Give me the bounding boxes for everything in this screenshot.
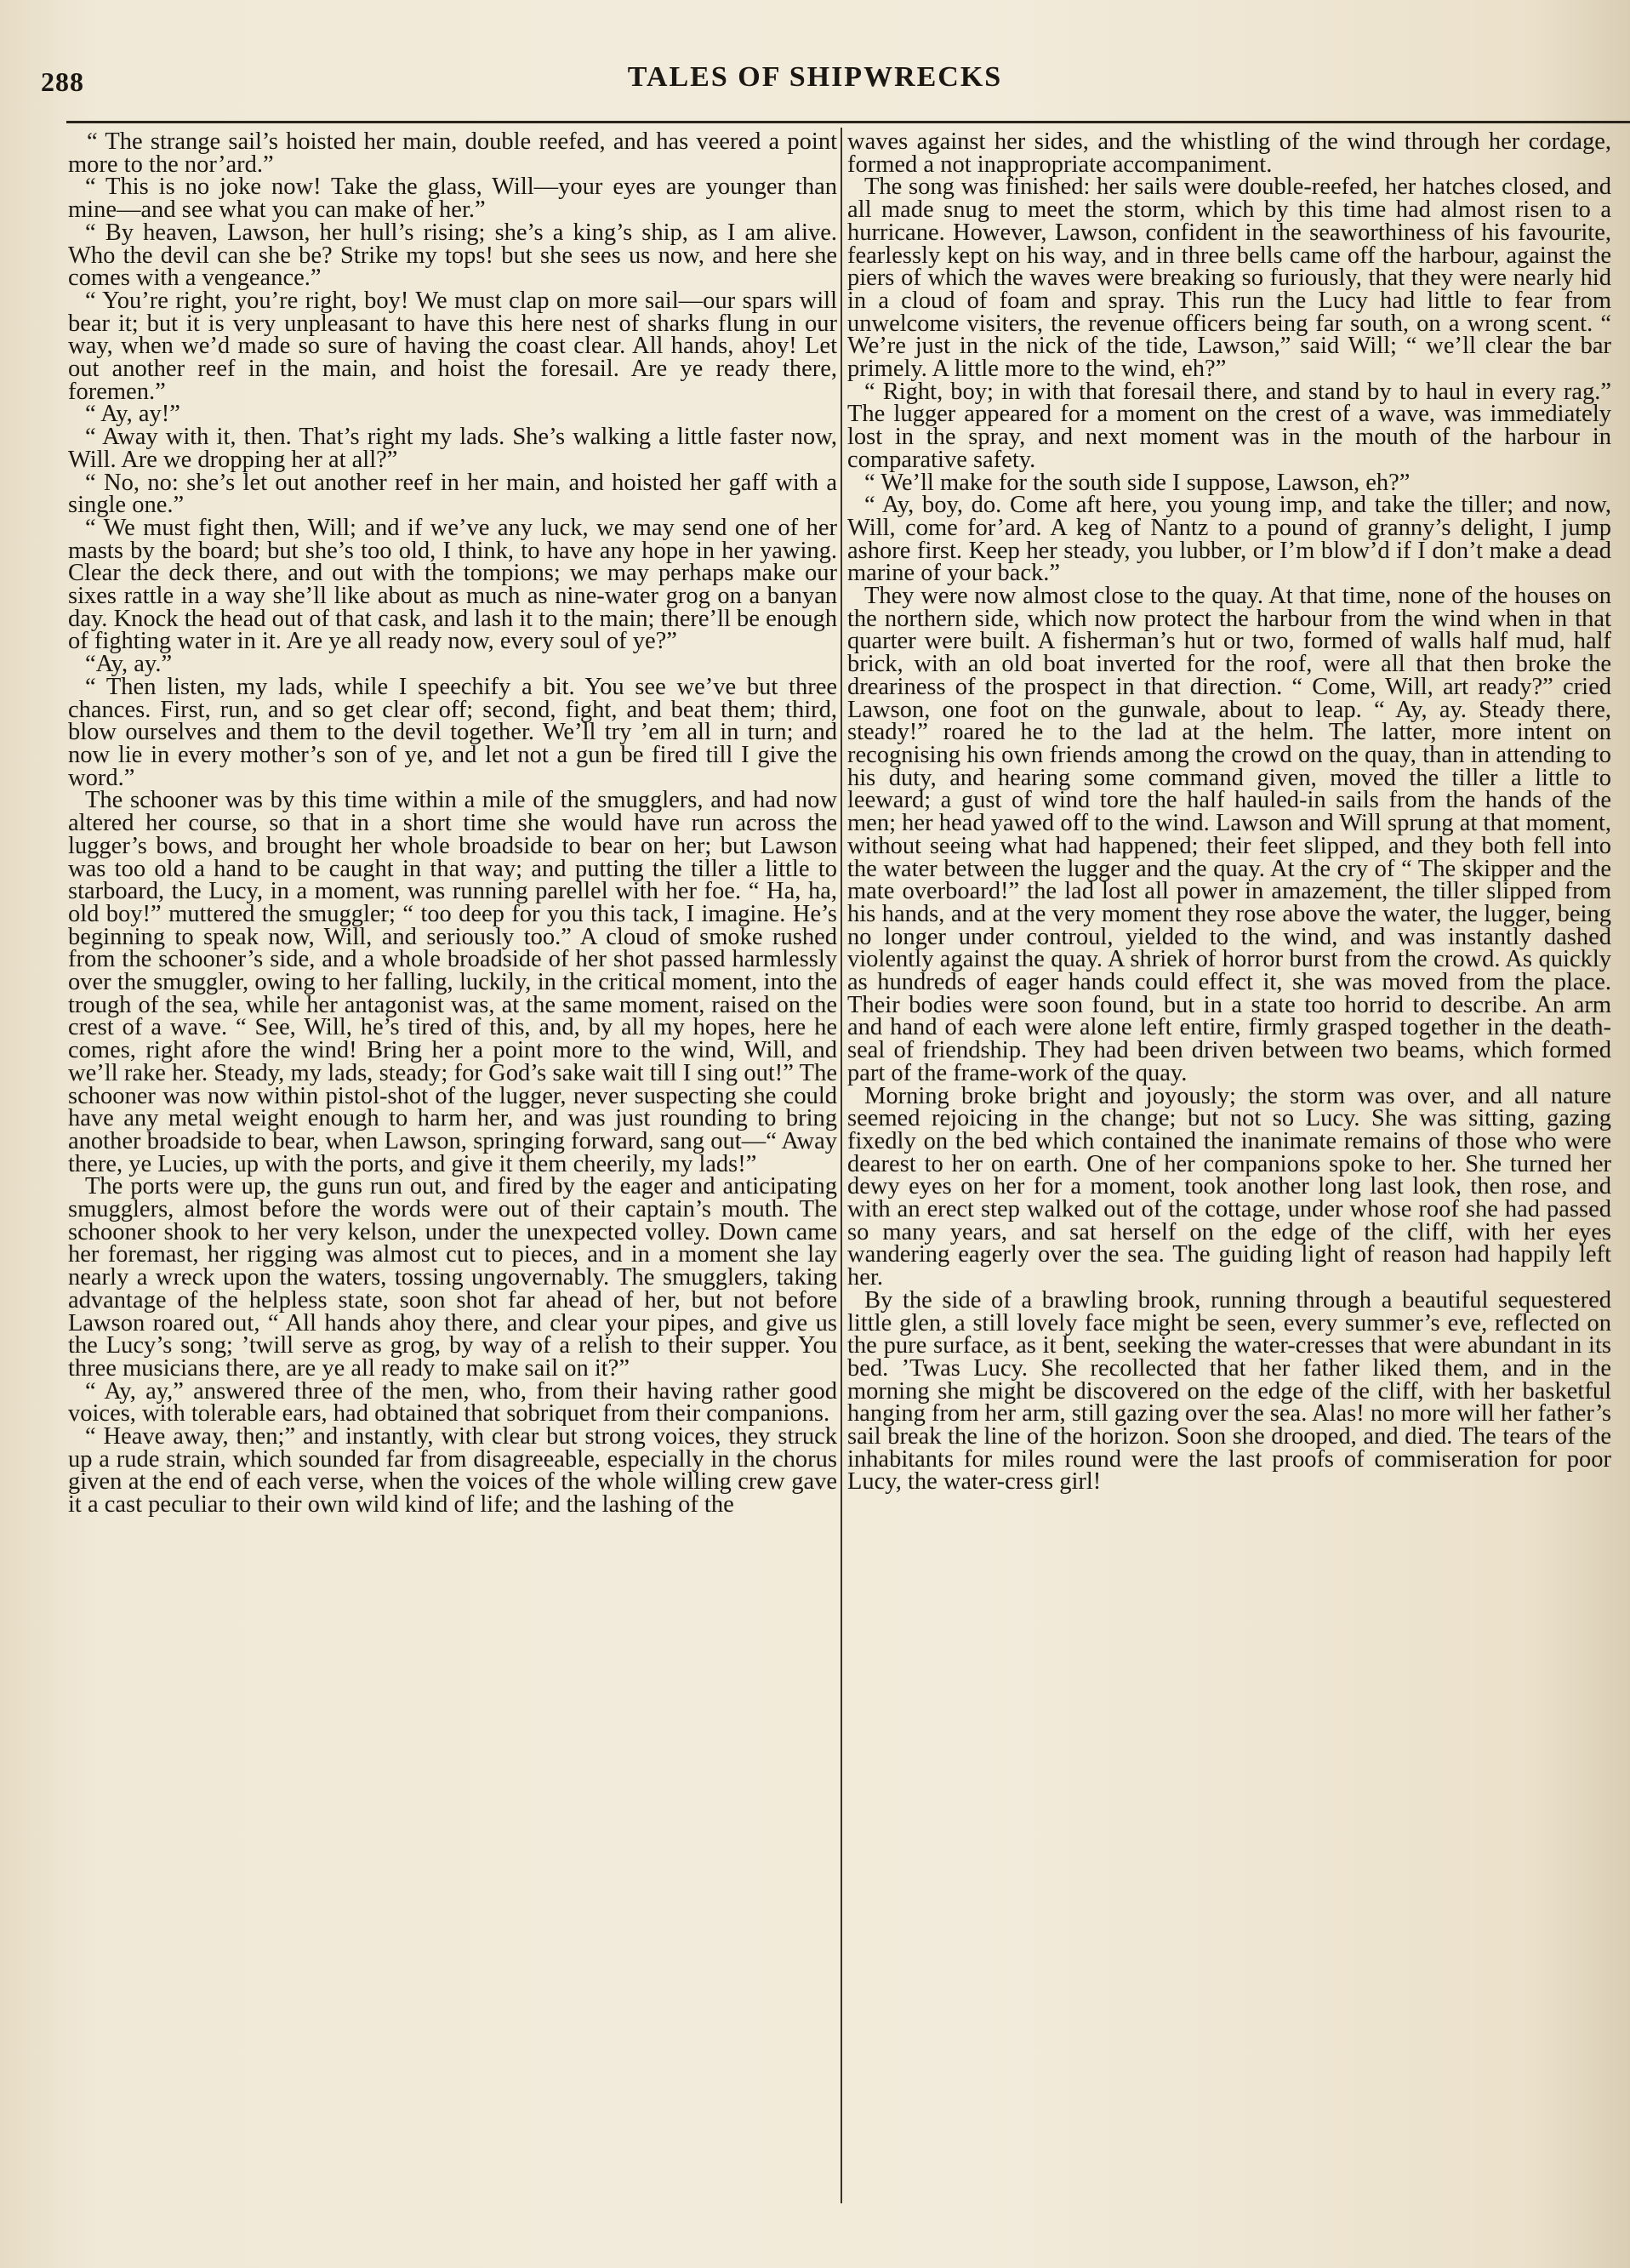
- paragraph: “ The strange sail’s hoisted her main, double reefed, and has veered a point more to the nor’ard.”: [68, 131, 837, 178]
- header-rule: [66, 121, 1630, 123]
- paragraph: “ We’ll make for the south side I suppose, Lawson, eh?”: [864, 469, 1411, 496]
- running-title: TALES OF SHIPWRECKS: [627, 61, 1003, 93]
- paragraph: Morning broke bright and joyously; the storm was over, and all nature seemed rejoicing in the change; but not so Lucy. She was sitting, gazing fixedly on the bed which contained the inanimate remains of those who were dearest to her on earth. One of her companions spoke to her. She turned her dewy eyes on her for a moment, took another long last look, then rose, and with an erect step walked out of the cottage, under whose roof she had passed so many years, and sat herself on the edge of the cliff, with her eyes wandering eagerly over the sea. The guiding light of reason had happily left her.: [847, 1082, 1611, 1291]
- paragraph: The ports were up, the guns run out, and fired by the eager and anticipating smugglers, almost before the words were out of their captain’s mouth. The schooner shook to her very kelson, under the unexpected volley. Down came her foremast, her rigging was almost cut to pieces, and in a moment she lay nearly a wreck upon the waters, tossing ungovernably. The smugglers, taking advantage of the helpless state, soon shot far ahead of her, but not before Lawson roared out, “ All hands ahoy there, and clear your pipes, and give us the Lucy’s song; ’twill serve as grog, by way of a relish to their supper. You three musicians there, are ye all ready to make sail on it?”: [68, 1173, 837, 1382]
- page-number: 288: [41, 66, 84, 97]
- paragraph: The song was finished: her sails were double-reefed, her hatches closed, and all made snug to meet the storm, which by this time had almost risen to a hurricane. However, Lawson, confident in the seaworthiness of his favourite, fearlessly kept on his way, and in three bells came off the harbour, against the piers of which the waves were breaking so furiously, that they were nearly hid in a cloud of foam and spray. This run the Lucy had little to fear from unwelcome visiters, the revenue officers being far south, on a wrong scent. “ We’re just in the nick of the tide, Lawson,” said Will; “ we’ll clear the bar primely. A little more to the wind, eh?”: [847, 174, 1611, 383]
- paragraph: “ Right, boy; in with that foresail there, and stand by to haul in every rag.” The lugger appeared for a moment on the crest of a wave, was immediately lost in the spray, and next moment was in the mouth of the harbour in comparative safety.: [847, 378, 1611, 473]
- paragraph: “ Ay, ay,” answered three of the men, who, from their having rather good voices, with tolerable ears, had obtained that sobriquet from their companions.: [68, 1377, 837, 1427]
- paragraph: “ We must fight then, Will; and if we’ve any luck, we may send one of her masts by the board; but she’s too old, I think, to have any hope in her yawing. Clear the deck there, and out with the tompions; we may perhaps make our sixes rattle in a way she’ll like about as much as nine-water grog on a banyan day. Knock the head out of that cask, and lash it to the main; there’ll be enough of fighting water in it. Are ye all ready now, every soul of ye?”: [68, 514, 837, 655]
- paragraph: “ No, no: she’s let out another reef in her main, and hoisted her gaff with a single one.”: [68, 469, 837, 519]
- column-divider: [841, 128, 842, 2203]
- left-column: [68, 131, 837, 2220]
- paragraph: By the side of a brawling brook, running through a beautiful sequestered little glen, a still lovely face might be seen, every summer’s eve, reflected on the pure surface, as it bent, seeking the water-cresses that were abundant in its bed. ’Twas Lucy. She recollected that her father liked them, and in the morning she might be discovered on the edge of the cliff, with her basketful hanging from her arm, still gazing over the sea. Alas! no more will her father’s sail break the line of the horizon. Soon she drooped, and died. The tears of the inhabitants for miles round were the last proofs of commiseration for poor Lucy, the water-cress girl!: [847, 1286, 1611, 1496]
- right-column: [847, 131, 1611, 2220]
- paragraph: “Ay, ay.”: [85, 651, 173, 678]
- paragraph: waves against her sides, and the whistling of the wind through her cordage, formed a not inappropriate accompaniment.: [847, 131, 1611, 178]
- paragraph: The schooner was by this time within a mile of the smugglers, and had now altered her course, so that in a short time she would have run across the lugger’s bows, and brought her whole broadside to bear on her; but Lawson was too old a hand to be caught in that way; and putting the tiller a little to starboard, the Lucy, in a moment, was running parellel with her foe. “ Ha, ha, old boy!” muttered the smuggler; “ too deep for you this tack, I imagine. He’s beginning to speak now, Will, and seriously too.” A cloud of smoke rushed from the schooner’s side, and a whole broadside of her shot passed harmlessly over the smuggler, owing to her falling, luckily, in the critical moment, into the trough of the sea, while her antagonist was, at the same moment, raised on the crest of a wave. “ See, Will, he’s tired of this, and, by all my hopes, here he comes, right afore the wind! Bring her a point more to the wind, Will, and we’ll rake her. Steady, my lads, steady; for God’s sake wait till I sing out!” The schooner was now within pistol-shot of the lugger, never suspecting she could have any metal weight enough to harm her, and was just rounding to bring another broadside to bear, when Lawson, springing forward, sang out—“ Away there, ye Lucies, up with the ports, and give it them cheerily, my lads!”: [68, 787, 837, 1177]
- paragraph: “ Away with it, then. That’s right my lads. She’s walking a little faster now, Will. Are we dropping her at all?”: [68, 424, 837, 473]
- paragraph: They were now almost close to the quay. At that time, none of the houses on the northern side, which now protect the harbour from the wind when in that quarter were built. A fisherman’s hut or two, formed of walls half mud, half brick, with an old boat inverted for the roof, were all that then broke the dreariness of the prospect in that direction. “ Come, Will, art ready?” cried Lawson, one foot on the gunwale, about to leap. “ Ay, ay. Steady there, steady!” roared he to the lad at the helm. The latter, more intent on recognising his own friends among the crowd on the quay, than in attending to his duty, and hearing some command given, moved the tiller a little to leeward; a gust of wind tore the half hauled-in sails from the hands of the men; her head yawed off to the wind. Lawson and Will sprung at that moment, without seeing what had happened; their feet slipped, and they both fell into the water between the lugger and the quay. At the cry of “ The skipper and the mate overboard!” the lad lost all power in amazement, the tiller slipped from his hands, and at the very moment they rose above the water, the lugger, being no longer under controul, yielded to the wind, and was instantly dashed violently against the quay. A shriek of horror burst from the crowd. As quickly as hundreds of eager hands could effect it, she was moved from the place. Their bodies were soon found, but in a state too horrid to describe. An arm and hand of each were alone left entire, firmly grasped together in the death-seal of friendship. They had been driven between two beams, which formed part of the frame-work of the quay.: [847, 583, 1611, 1086]
- paragraph: “ This is no joke now! Take the glass, Will—your eyes are younger than mine—and see what you can make of her.”: [68, 174, 837, 224]
- paragraph: “ Heave away, then;” and instantly, with clear but strong voices, they struck up a rude strain, which sounded far from disagreeable, especially in the chorus given at the end of each verse, when the voices of the whole willing crew gave it a cast peculiar to their own wild kind of life; and the lashing of the: [68, 1423, 837, 1519]
- paragraph: “ You’re right, you’re right, boy! We must clap on more sail—our spars will bear it; but it is very unpleasant to have this here nest of sharks flung in our way, when we’d made so sure of having the coast clear. All hands, ahoy! Let out another reef in the main, and hoist the foresail. Are ye ready there, foremen.”: [68, 287, 837, 405]
- paragraph: “ Then listen, my lads, while I speechify a bit. You see we’ve but three chances. First, run, and so get clear off; second, fight, and beat them; third, blow ourselves and them to the devil together. We’ll try ’em all in turn; and now lie in every mother’s son of ye, and let not a gun be fired till I give the word.”: [68, 673, 837, 791]
- paragraph: “ Ay, boy, do. Come aft here, you young imp, and take the tiller; and now, Will, come for’ard. A keg of Nantz to a pound of granny’s delight, I jump ashore first. Keep her steady, you lubber, or I’m blow’d if I don’t make a dead marine of your back.”: [847, 492, 1611, 587]
- paragraph: “ By heaven, Lawson, her hull’s rising; she’s a king’s ship, as I am alive. Who the devil can she be? Strike my tops! but she sees us now, and here she comes with a vengeance.”: [68, 219, 837, 292]
- paragraph: “ Ay, ay!”: [85, 401, 180, 428]
